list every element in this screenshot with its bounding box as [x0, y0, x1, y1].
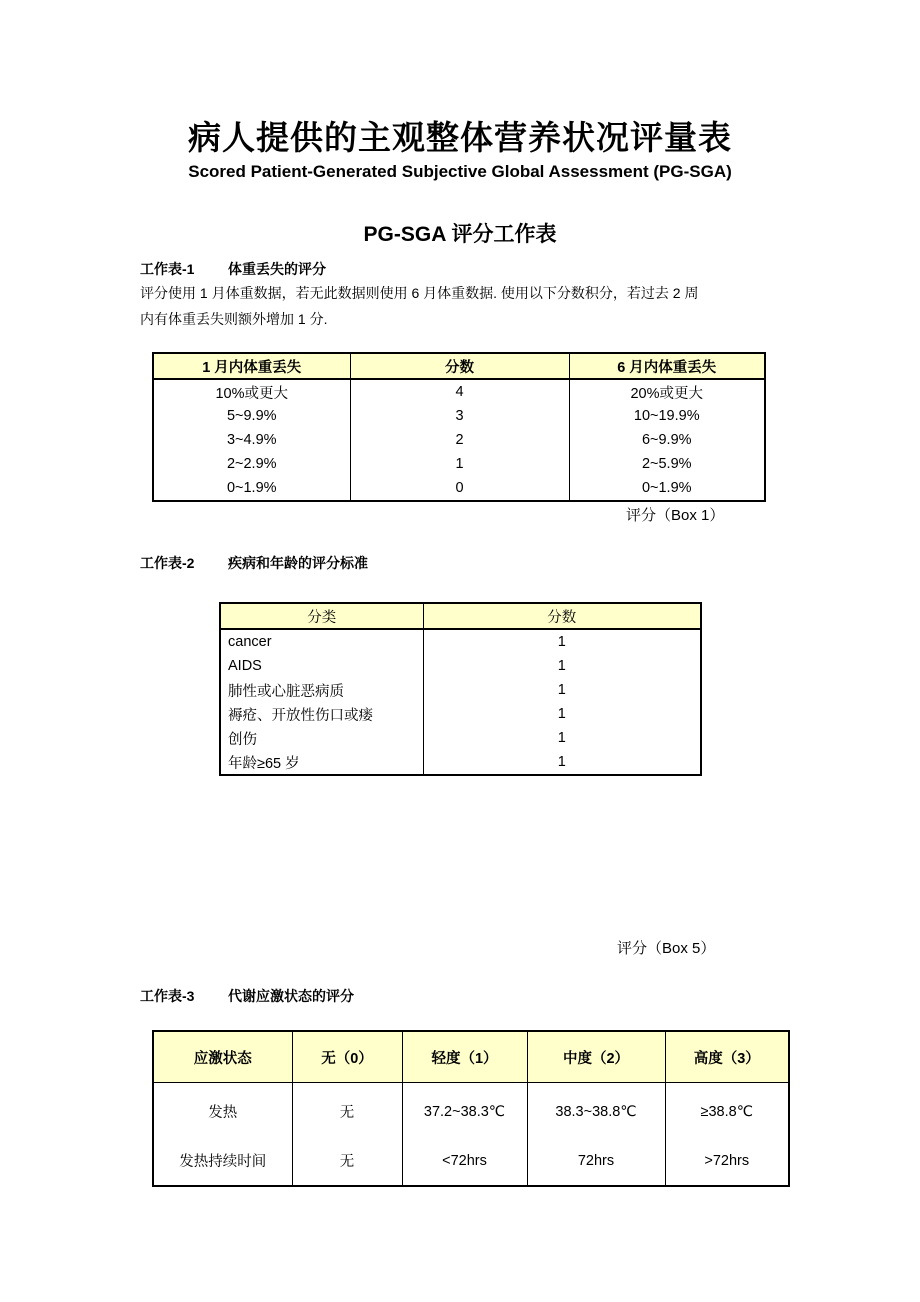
worksheet-2-label: 工作表-2	[140, 555, 195, 571]
col-header-stress-state: 应激状态	[153, 1031, 292, 1083]
cell: 6~9.9%	[569, 428, 765, 452]
col-header-score: 分数	[423, 603, 701, 629]
worksheet-3-label: 工作表-3	[140, 988, 195, 1004]
cell: 年龄≥65 岁	[220, 750, 423, 775]
worksheet-2-title: 疾病和年龄的评分标准	[228, 555, 368, 571]
cell: >72hrs	[665, 1136, 789, 1186]
col-header-1-month: 1 月内体重丢失	[153, 353, 350, 379]
cell: 72hrs	[527, 1136, 665, 1186]
cell: 发热持续时间	[153, 1136, 292, 1186]
cell: 1	[423, 629, 701, 654]
worksheet-3-heading	[140, 986, 354, 1006]
table-row	[220, 702, 701, 726]
weight-loss-table	[152, 352, 766, 502]
cell: 肺性或心脏恶病质	[220, 678, 423, 702]
cell: 5~9.9%	[153, 404, 350, 428]
col-header-category: 分类	[220, 603, 423, 629]
cell: 褥疮、开放性伤口或瘘	[220, 702, 423, 726]
col-header-none: 无（0）	[292, 1031, 402, 1083]
cell: 37.2~38.3℃	[402, 1083, 527, 1137]
cell: 0~1.9%	[569, 476, 765, 501]
cell: 1	[423, 750, 701, 775]
cell: 发热	[153, 1083, 292, 1137]
instructions-line-1: 评分使用 1 月体重数据，若无此数据则使用 6 月体重数据. 使用以下分数积分，若过去 2 周	[140, 285, 699, 301]
col-header-score: 分数	[350, 353, 569, 379]
table-row	[153, 476, 765, 501]
page-subtitle: Scored Patient-Generated Subjective Global Assessment (PG-SGA)	[188, 162, 732, 181]
cell: 3~4.9%	[153, 428, 350, 452]
col-header-moderate: 中度（2）	[527, 1031, 665, 1083]
col-header-high: 高度（3）	[665, 1031, 789, 1083]
cell: <72hrs	[402, 1136, 527, 1186]
cell: 2~2.9%	[153, 452, 350, 476]
cell: 10%或更大	[153, 379, 350, 404]
cell: 20%或更大	[569, 379, 765, 404]
cell: 0~1.9%	[153, 476, 350, 501]
score-box-1-label: 评分（Box 1）	[626, 507, 725, 524]
page-title: 病人提供的主观整体营养状况评量表	[188, 119, 732, 156]
cell: 1	[423, 702, 701, 726]
cell: 创伤	[220, 726, 423, 750]
worksheet-1-heading	[140, 259, 326, 279]
worksheet-1-label: 工作表-1	[140, 261, 195, 277]
worksheet-3-title: 代谢应激状态的评分	[228, 988, 354, 1004]
table-row	[153, 428, 765, 452]
metabolic-stress-table	[152, 1030, 790, 1187]
col-header-mild: 轻度（1）	[402, 1031, 527, 1083]
table-row	[153, 379, 765, 404]
cell: 0	[350, 476, 569, 501]
table-row	[220, 726, 701, 750]
cell: 10~19.9%	[569, 404, 765, 428]
cell: AIDS	[220, 654, 423, 678]
cell: cancer	[220, 629, 423, 654]
table-row	[153, 1083, 789, 1137]
cell: 3	[350, 404, 569, 428]
table-row	[220, 654, 701, 678]
table-header-row	[220, 603, 701, 629]
score-box-5-label: 评分（Box 5）	[617, 940, 716, 957]
instructions-line-2: 内有体重丢失则额外增加 1 分.	[140, 311, 328, 327]
table-row	[220, 629, 701, 654]
table-row	[153, 404, 765, 428]
cell: 无	[292, 1083, 402, 1137]
worksheet-1-instructions	[140, 280, 785, 332]
cell: ≥38.8℃	[665, 1083, 789, 1137]
table-header-row	[153, 353, 765, 379]
worksheet-title: PG-SGA 评分工作表	[363, 223, 557, 246]
table-row	[153, 1136, 789, 1186]
cell: 1	[423, 726, 701, 750]
table-row	[220, 678, 701, 702]
cell: 2~5.9%	[569, 452, 765, 476]
cell: 1	[423, 678, 701, 702]
cell: 1	[350, 452, 569, 476]
disease-age-table	[219, 602, 702, 776]
table-row	[220, 750, 701, 775]
table-header-row	[153, 1031, 789, 1083]
cell: 无	[292, 1136, 402, 1186]
cell: 2	[350, 428, 569, 452]
cell: 38.3~38.8℃	[527, 1083, 665, 1137]
table-row	[153, 452, 765, 476]
cell: 1	[423, 654, 701, 678]
worksheet-1-title: 体重丢失的评分	[228, 261, 326, 277]
worksheet-2-heading	[140, 553, 368, 573]
col-header-6-month: 6 月内体重丢失	[569, 353, 765, 379]
cell: 4	[350, 379, 569, 404]
